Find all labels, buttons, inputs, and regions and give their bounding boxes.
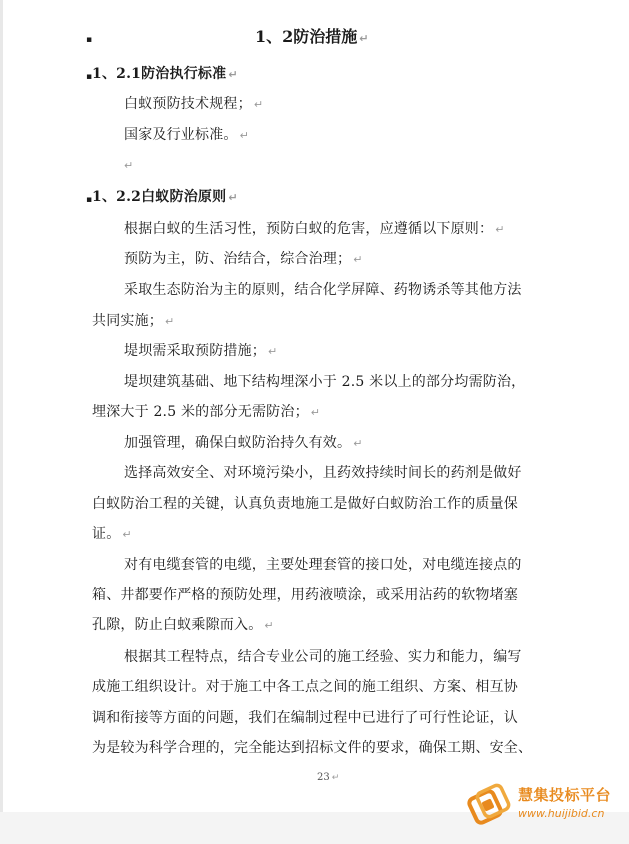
watermark-url: www.huijibid.cn <box>518 807 605 820</box>
watermark-logo <box>466 778 626 830</box>
section2-paragraph: 预防为主，防、治结合，综合治理； ↵ <box>124 251 363 267</box>
title-bullet: ▪ <box>86 35 93 45</box>
paragraph-mark-icon: ↵ <box>264 619 274 632</box>
watermark-title: 慧集投标平台 <box>518 786 612 804</box>
paragraph-mark-icon: ↵ <box>353 253 363 266</box>
section2-paragraph-line: 埋深大于 2.5 米的部分无需防治； ↵ <box>92 404 321 420</box>
paragraph-mark-icon: ↵ <box>124 159 134 172</box>
page-title: 1、2防治措施 ↵ <box>255 27 369 46</box>
page-number: 23 ↵ <box>317 772 340 783</box>
paragraph-mark-icon: ↵ <box>495 223 505 236</box>
section2-paragraph-line: 共同实施； ↵ <box>92 313 175 329</box>
paragraph-mark-icon: ↵ <box>165 315 175 328</box>
section2-paragraph-line: 选择高效安全、对环境污染小，且药效持续时间长的药剂是做好 <box>124 465 522 481</box>
section2-paragraph-line: 采取生态防治为主的原则，结合化学屏障、药物诱杀等其他方法 <box>124 282 522 298</box>
section2-paragraph-line: 成施工组织设计。对于施工中各工点之间的施工组织、方案、相互协 <box>92 679 518 695</box>
section2-paragraph-line: 白蚁防治工程的关键，认真负责地施工是做好白蚁防治工作的质量保 <box>92 496 518 512</box>
section2-paragraph-line: 调和衔接等方面的问题，我们在编制过程中已进行了可行性论证，认 <box>92 710 518 726</box>
section2-paragraph-line: 对有电缆套管的电缆，主要处理套管的接口处，对电缆连接点的 <box>124 557 522 573</box>
section1-heading: 1、2.1防治执行标准 ↵ <box>92 66 238 82</box>
paragraph-mark-icon: ↵ <box>239 129 250 142</box>
section2-paragraph-line: 证。 ↵ <box>92 526 132 542</box>
paragraph-mark-icon: ↵ <box>253 98 264 111</box>
section2-intro: 根据白蚁的生活习性，预防白蚁的危害，应遵循以下原则： ↵ <box>124 221 505 237</box>
page-edge <box>0 0 3 844</box>
paragraph-mark-icon: ↵ <box>359 32 369 45</box>
paragraph-mark-icon: ↵ <box>353 437 363 450</box>
section2-paragraph-line: 为是较为科学合理的，完全能达到招标文件的要求，确保工期、安全、 <box>92 740 533 756</box>
paragraph-mark-icon: ↵ <box>228 191 238 204</box>
section2-heading: 1、2.2白蚁防治原则 ↵ <box>92 189 238 205</box>
section1-bullet: ▪ <box>86 72 93 82</box>
section1-item: 白蚁预防技术规程； ↵ <box>124 96 264 112</box>
section2-paragraph-line: 箱、井都要作严格的预防处理，用药液喷涂，或采用沾药的软物堵塞 <box>92 587 518 603</box>
section2-paragraph: 加强管理，确保白蚁防治持久有效。 ↵ <box>124 435 363 451</box>
section2-paragraph: 堤坝需采取预防措施； ↵ <box>124 343 278 359</box>
huiji-logo-icon <box>466 782 512 828</box>
section2-paragraph-line: 堤坝建筑基础、地下结构埋深小于 2.5 米以上的部分均需防治， <box>124 374 526 390</box>
section2-paragraph-line: 根据其工程特点，结合专业公司的施工经验、实力和能力，编写 <box>124 649 522 665</box>
paragraph-mark-icon: ↵ <box>310 406 321 419</box>
paragraph-mark-icon: ↵ <box>268 345 278 358</box>
paragraph-mark-icon: ↵ <box>228 68 238 81</box>
section2-bullet: ▪ <box>86 195 93 205</box>
section1-item: 国家及行业标准。 ↵ <box>124 127 250 143</box>
paragraph-mark-icon: ↵ <box>122 528 132 541</box>
empty-paragraph <box>122 155 133 176</box>
section2-paragraph-line: 孔隙，防止白蚁乘隙而入。 ↵ <box>92 617 274 633</box>
paragraph-mark-icon: ↵ <box>331 773 340 783</box>
